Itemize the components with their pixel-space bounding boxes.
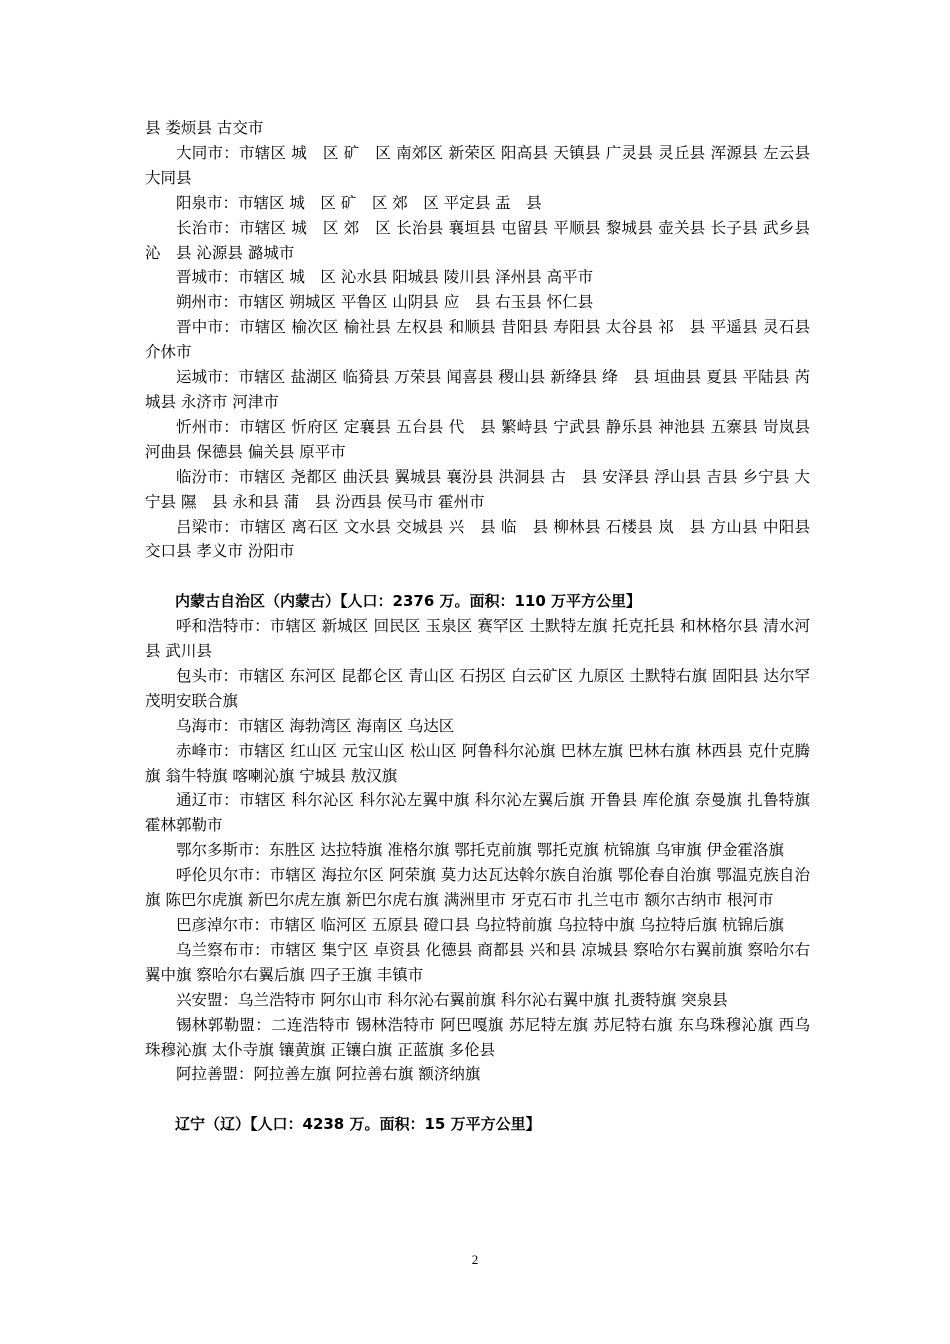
section-spacer bbox=[145, 1087, 810, 1112]
list-item: 朔州市：市辖区 朔城区 平鲁区 山阴县 应 县 右玉县 怀仁县 bbox=[176, 293, 594, 312]
list-item: 呼和浩特市：市辖区 新城区 回民区 玉泉区 赛罕区 土默特左旗 托克托县 和林格尔县 清水河县 武川县 bbox=[145, 617, 810, 661]
document-body bbox=[145, 116, 810, 1137]
section-spacer bbox=[145, 564, 810, 589]
list-item: 吕梁市：市辖区 离石区 文水县 交城县 兴 县 临 县 柳林县 石楼县 岚 县 方山县 中阳县 交口县 孝义市 汾阳市 bbox=[145, 517, 810, 561]
list-item: 忻州市：市辖区 忻府区 定襄县 五台县 代 县 繁峙县 宁武县 静乐县 神池县 五寨县 岢岚县 河曲县 保德县 偏关县 原平市 bbox=[145, 417, 810, 461]
list-item: 乌海市：市辖区 海勃湾区 海南区 乌达区 bbox=[176, 716, 455, 735]
section-heading: 内蒙古自治区（内蒙古）【人口：2376 万。面积：110 万平方公里】 bbox=[175, 592, 642, 611]
list-item: 呼伦贝尔市：市辖区 海拉尔区 阿荣旗 莫力达瓦达斡尔族自治旗 鄂伦春自治旗 鄂温克族自治旗 陈巴尔虎旗 新巴尔虎左旗 新巴尔虎右旗 满洲里市 牙克石市 扎兰屯市 额尔古纳市 根河市 bbox=[145, 866, 810, 910]
list-item: 鄂尔多斯市：东胜区 达拉特旗 准格尔旗 鄂托克前旗 鄂托克旗 杭锦旗 乌审旗 伊金霍洛旗 bbox=[176, 841, 784, 860]
list-item: 巴彦淖尔市：市辖区 临河区 五原县 磴口县 乌拉特前旗 乌拉特中旗 乌拉特后旗 杭锦后旗 bbox=[176, 915, 784, 934]
list-item: 晋城市：市辖区 城 区 沁水县 阳城县 陵川县 泽州县 高平市 bbox=[176, 268, 594, 287]
list-item: 兴安盟：乌兰浩特市 阿尔山市 科尔沁右翼前旗 科尔沁右翼中旗 扎赉特旗 突泉县 bbox=[176, 990, 728, 1009]
list-item: 大同市：市辖区 城 区 矿 区 南郊区 新荣区 阳高县 天镇县 广灵县 灵丘县 浑源县 左云县 大同县 bbox=[145, 143, 810, 187]
page-number: 2 bbox=[471, 1252, 479, 1267]
section-heading: 辽宁（辽）【人口：4238 万。面积：15 万平方公里】 bbox=[175, 1115, 541, 1134]
list-item: 通辽市：市辖区 科尔沁区 科尔沁左翼中旗 科尔沁左翼后旗 开鲁县 库伦旗 奈曼旗 扎鲁特旗 霍林郭勒市 bbox=[145, 791, 810, 835]
list-item: 县 娄烦县 古交市 bbox=[145, 119, 264, 137]
list-item: 包头市：市辖区 东河区 昆都仑区 青山区 石拐区 白云矿区 九原区 土默特右旗 固阳县 达尔罕茂明安联合旗 bbox=[145, 666, 810, 710]
list-item: 赤峰市：市辖区 红山区 元宝山区 松山区 阿鲁科尔沁旗 巴林左旗 巴林右旗 林西县 克什克腾旗 翁牛特旗 喀喇沁旗 宁城县 敖汉旗 bbox=[145, 741, 810, 785]
list-item: 阿拉善盟：阿拉善左旗 阿拉善右旗 额济纳旗 bbox=[176, 1065, 481, 1084]
list-item: 运城市：市辖区 盐湖区 临猗县 万荣县 闻喜县 稷山县 新绛县 绛 县 垣曲县 夏县 平陆县 芮城县 永济市 河津市 bbox=[145, 368, 810, 411]
list-item: 临汾市：市辖区 尧都区 曲沃县 翼城县 襄汾县 洪洞县 古 县 安泽县 浮山县 吉县 乡宁县 大宁县 隰 县 永和县 蒲 县 汾西县 侯马市 霍州市 bbox=[145, 467, 810, 511]
list-item: 乌兰察布市：市辖区 集宁区 卓资县 化德县 商都县 兴和县 凉城县 察哈尔右翼前旗 察哈尔右翼中旗 察哈尔右翼后旗 四子王旗 丰镇市 bbox=[145, 940, 810, 984]
list-item: 晋中市：市辖区 榆次区 榆社县 左权县 和顺县 昔阳县 寿阳县 太谷县 祁 县 平遥县 灵石县 介休市 bbox=[145, 318, 810, 362]
list-item: 阳泉市：市辖区 城 区 矿 区 郊 区 平定县 盂 县 bbox=[176, 193, 542, 212]
list-item: 长治市：市辖区 城 区 郊 区 长治县 襄垣县 屯留县 平顺县 黎城县 壶关县 长子县 武乡县 沁 县 沁源县 潞城市 bbox=[145, 218, 810, 262]
list-item: 锡林郭勒盟：二连浩特市 锡林浩特市 阿巴嘎旗 苏尼特左旗 苏尼特右旗 东乌珠穆沁旗 西乌珠穆沁旗 太仆寺旗 镶黄旗 正镶白旗 正蓝旗 多伦县 bbox=[145, 1015, 810, 1059]
